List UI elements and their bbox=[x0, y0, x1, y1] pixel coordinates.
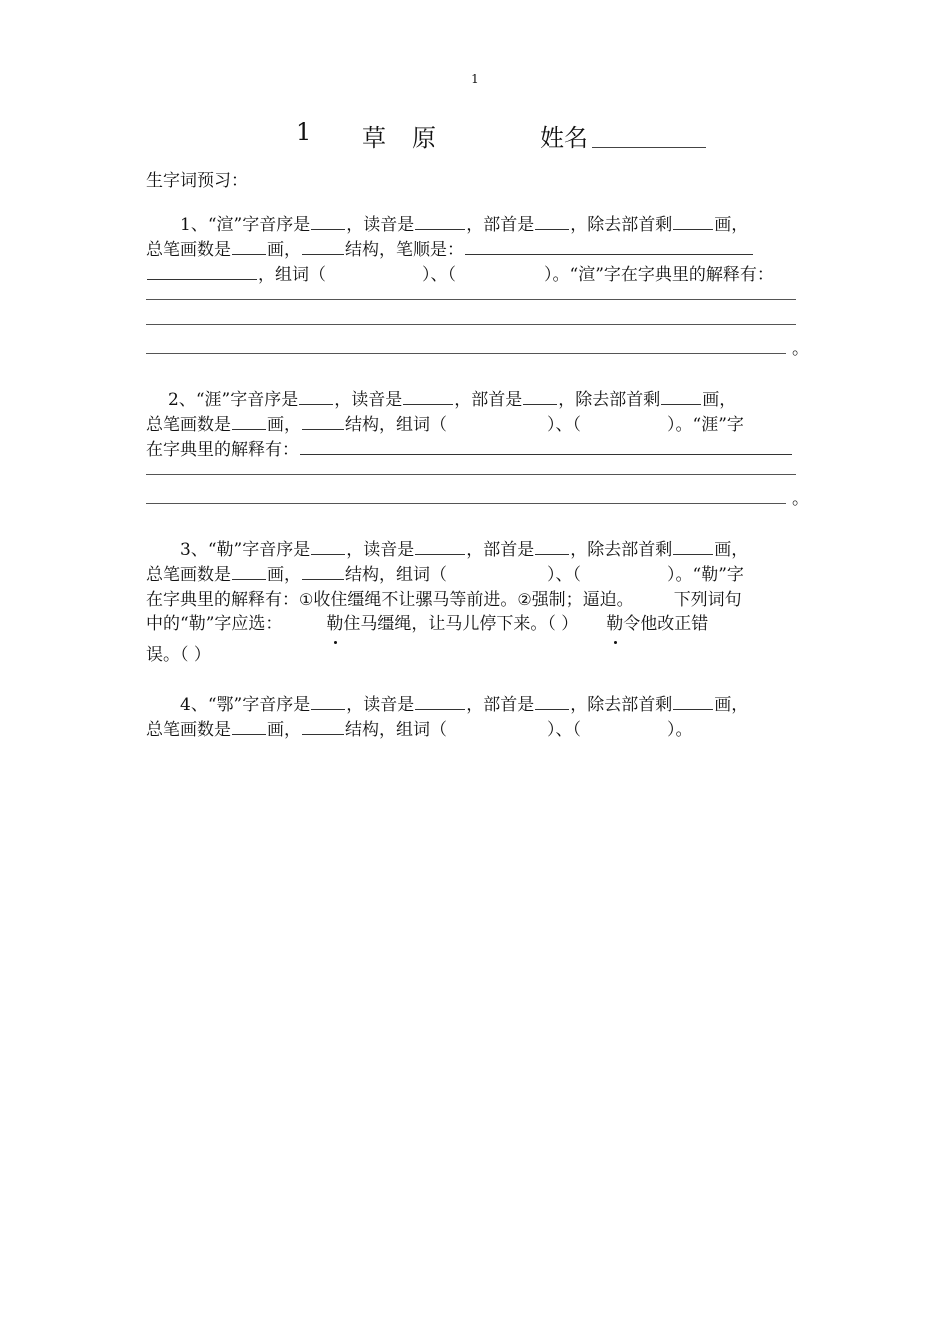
stroke-order-blank[interactable] bbox=[465, 237, 753, 255]
q1-text: ）、（ bbox=[422, 265, 456, 285]
page-title bbox=[0, 118, 950, 154]
dotted-char: 勒 bbox=[326, 612, 343, 637]
blank[interactable] bbox=[302, 412, 344, 430]
blank[interactable] bbox=[311, 537, 345, 555]
q4-text: 画， bbox=[267, 720, 301, 740]
q1-text: ，部首是 bbox=[466, 215, 535, 235]
blank[interactable] bbox=[673, 537, 713, 555]
q2-text: ）。“涯”字 bbox=[667, 415, 744, 435]
definition-line[interactable] bbox=[146, 312, 796, 325]
q3-text: ）。“勒”字 bbox=[667, 565, 744, 585]
q2-text: ，除去部首剩 bbox=[558, 390, 661, 410]
q3-text: 结构，组词（ bbox=[345, 565, 447, 585]
blank[interactable] bbox=[415, 212, 465, 230]
dotted-char: 勒 bbox=[606, 612, 623, 637]
blank[interactable] bbox=[673, 692, 713, 710]
blank[interactable] bbox=[232, 412, 266, 430]
q4-text: 结构，组词（ bbox=[345, 720, 447, 740]
q2-text: 结构，组词（ bbox=[345, 415, 447, 435]
definition-line[interactable] bbox=[300, 437, 792, 455]
q1-text: ，除去部首剩 bbox=[570, 215, 673, 235]
q3-text: ，部首是 bbox=[466, 540, 535, 560]
q2-text: 2、“涯”字音序是 bbox=[168, 390, 299, 410]
question-3 bbox=[146, 537, 806, 668]
blank[interactable] bbox=[311, 692, 345, 710]
blank[interactable] bbox=[302, 562, 344, 580]
q1-text: ，读音是 bbox=[346, 215, 415, 235]
q3-text: 误。（ ） bbox=[146, 645, 211, 665]
q4-text: ，部首是 bbox=[466, 695, 535, 715]
q2-text: ）、（ bbox=[547, 415, 581, 435]
q1-text: ，组词（ bbox=[258, 265, 326, 285]
q2-text: 在字典里的解释有： bbox=[146, 440, 299, 460]
q1-text: 1、“渲”字音序是 bbox=[180, 215, 311, 235]
q3-text: 令他改正错 bbox=[623, 614, 709, 634]
q3-text: 总笔画数是 bbox=[146, 565, 231, 585]
section-heading: 生字词预习： bbox=[146, 171, 248, 191]
title-char-1: 草 bbox=[362, 124, 386, 152]
blank[interactable] bbox=[302, 237, 344, 255]
blank[interactable] bbox=[302, 717, 344, 735]
q2-text: 总笔画数是 bbox=[146, 415, 231, 435]
q1-text: 结构，笔顺是： bbox=[345, 240, 464, 260]
blank[interactable] bbox=[523, 387, 557, 405]
q1-text: ）。“渲”字在字典里的解释有： bbox=[544, 265, 774, 285]
blank[interactable] bbox=[415, 692, 465, 710]
q2-text: 画， bbox=[702, 390, 737, 410]
q4-text: ，读音是 bbox=[346, 695, 415, 715]
circled-one: ① bbox=[299, 590, 314, 609]
blank[interactable] bbox=[535, 212, 569, 230]
q3-text: ，除去部首剩 bbox=[570, 540, 673, 560]
q2-text: 画， bbox=[267, 415, 301, 435]
stroke-order-blank[interactable] bbox=[147, 262, 257, 280]
definition-line[interactable] bbox=[146, 287, 796, 300]
q3-text: 在字典里的解释有： bbox=[146, 590, 299, 610]
definition-line[interactable] bbox=[146, 462, 796, 475]
blank[interactable] bbox=[673, 212, 713, 230]
definition-line[interactable] bbox=[146, 341, 786, 354]
q4-text: ）、（ bbox=[547, 720, 581, 740]
blank[interactable] bbox=[535, 537, 569, 555]
blank[interactable] bbox=[299, 387, 333, 405]
q4-text: ，除去部首剩 bbox=[570, 695, 673, 715]
title-char-2: 原 bbox=[412, 124, 436, 152]
q1-text: 画， bbox=[267, 240, 301, 260]
q1-text: 画， bbox=[714, 215, 749, 235]
blank[interactable] bbox=[232, 717, 266, 735]
q2-text: ，部首是 bbox=[454, 390, 523, 410]
q2-text: ，读音是 bbox=[334, 390, 403, 410]
name-label: 姓名 bbox=[540, 124, 588, 152]
q1-text: 总笔画数是 bbox=[146, 240, 231, 260]
definition-line[interactable] bbox=[146, 491, 786, 504]
q4-text: 总笔画数是 bbox=[146, 720, 231, 740]
question-4 bbox=[146, 692, 806, 742]
blank[interactable] bbox=[311, 212, 345, 230]
blank[interactable] bbox=[232, 237, 266, 255]
q3-text: 住马缰绳，让马儿停下来。（ ） bbox=[343, 614, 579, 634]
blank[interactable] bbox=[403, 387, 453, 405]
page-number: 1 bbox=[471, 72, 479, 86]
q3-text: 3、“勒”字音序是 bbox=[180, 540, 311, 560]
q3-text: ，读音是 bbox=[346, 540, 415, 560]
q3-text: ）、（ bbox=[547, 565, 581, 585]
question-1 bbox=[146, 212, 809, 362]
q3-text: 画， bbox=[267, 565, 301, 585]
q3-text: 强制；逼迫。 bbox=[531, 590, 634, 610]
q4-text: ）。 bbox=[667, 720, 693, 740]
question-2 bbox=[146, 387, 809, 512]
blank[interactable] bbox=[232, 562, 266, 580]
blank[interactable] bbox=[535, 692, 569, 710]
q1-text: 。 bbox=[792, 339, 809, 359]
q2-text: 。 bbox=[792, 489, 809, 509]
blank[interactable] bbox=[415, 537, 465, 555]
blank[interactable] bbox=[661, 387, 701, 405]
q4-text: 画， bbox=[714, 695, 749, 715]
q3-text: 画， bbox=[714, 540, 749, 560]
q3-text: 收住缰绳不让骡马等前进。 bbox=[313, 590, 518, 610]
q3-text: 中的“勒”字应选： bbox=[146, 614, 283, 634]
name-field[interactable] bbox=[592, 147, 706, 148]
q4-text: 4、“鄂”字音序是 bbox=[180, 695, 311, 715]
lesson-number: 1 bbox=[296, 118, 312, 146]
circled-two: ② bbox=[517, 590, 532, 609]
q3-text: 下列词句 bbox=[673, 590, 742, 610]
